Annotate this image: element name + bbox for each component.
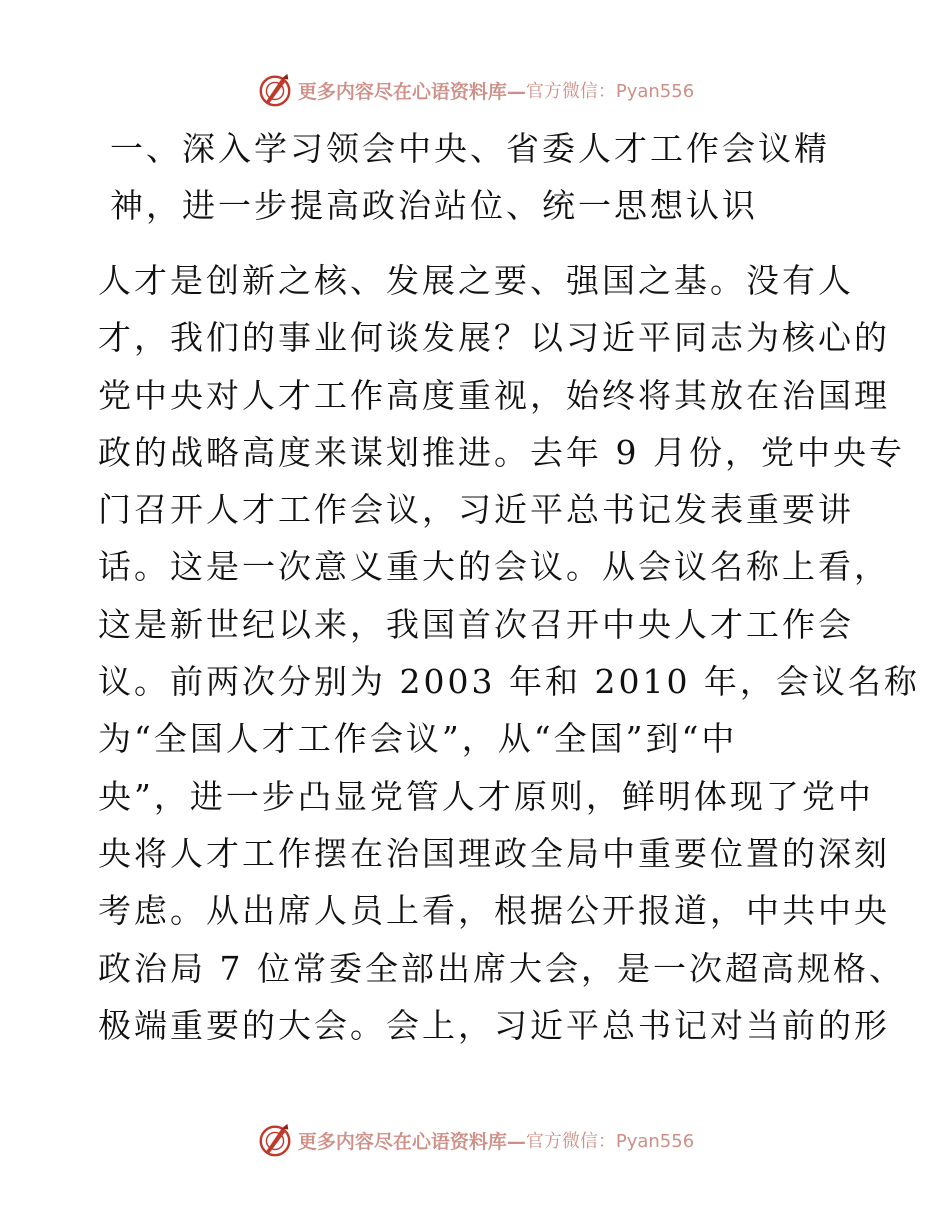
section-heading [110,120,830,235]
body-line: 这是新世纪以来，我国首次召开中央人才工作会 [98,604,854,644]
body-line: 议。前两次分别为 2003 年和 2010 年，会议名称 [98,662,920,702]
header-watermark-banner [0,70,950,110]
footer-watermark-banner [0,1120,950,1160]
body-line: 话。这是一次意义重大的会议。从会议名称上看， [98,547,890,587]
body-line: 人才是创新之核、发展之要、强国之基。没有人 [98,261,854,300]
quill-logo-icon [256,1121,294,1159]
watermark-wechat-text: 官方微信：Pyan556 [525,1131,695,1152]
body-line: 政治局 7 位常委全部出席大会，是一次超高规格、 [98,948,905,988]
body-line: 政的战略高度来谋划推进。去年 9 月份，党中央专 [98,432,905,472]
body-line: 才，我们的事业何谈发展？以习近平同志为核心的 [98,318,890,358]
body-line: 门召开人才工作会议，习近平总书记发表重要讲 [98,490,854,530]
body-line: 央将人才工作摆在治国理政全局中重要位置的深刻 [98,833,890,873]
watermark-wechat-text: 官方微信：Pyan556 [525,81,695,102]
watermark-left-text: 更多内容尽在心语资料库— [297,1130,526,1153]
body-line: 党中央对人才工作高度重视，始终将其放在治国理 [98,375,890,415]
body-line: 极端重要的大会。会上，习近平总书记对当前的形 [98,1005,890,1045]
quill-logo-icon [256,71,294,109]
heading-line: 一、深入学习领会中央、省委人才工作会议精 [110,129,830,168]
body-line: 考虑。从出席人员上看，根据公开报道，中共中央 [98,891,890,931]
body-line: 为“全国人才工作会议”，从“全国”到“中 [98,719,738,759]
body-line: 央”，进一步凸显党管人才原则，鲜明体现了党中 [98,776,874,816]
heading-line: 神，进一步提高政治站位、统一思想认识 [110,186,758,226]
watermark-left-text: 更多内容尽在心语资料库— [297,80,526,103]
body-paragraph [98,252,920,1054]
